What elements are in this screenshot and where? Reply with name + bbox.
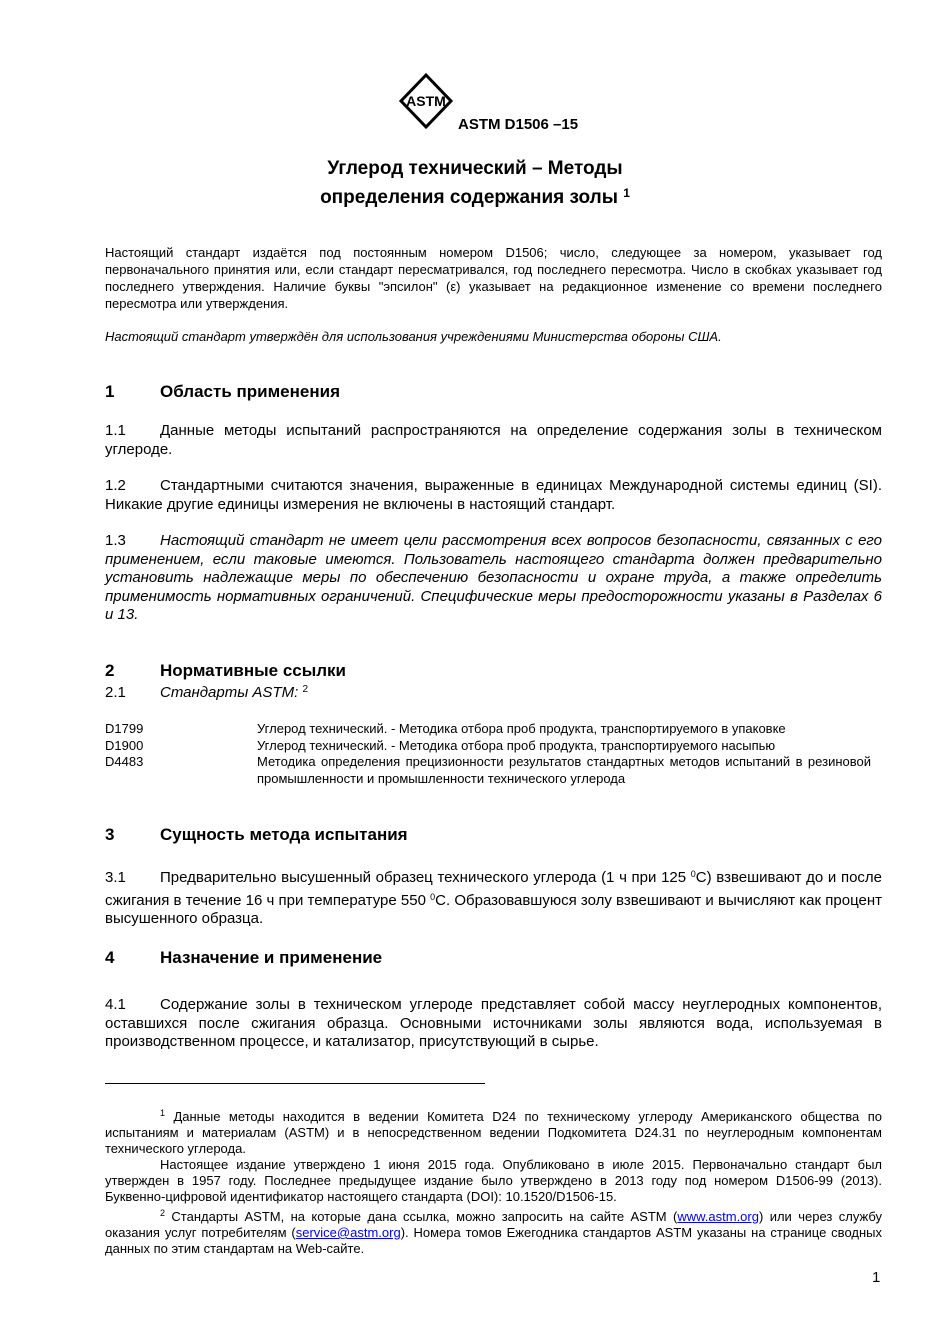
section-3-number: 3 (105, 825, 115, 844)
paragraph-3-1-text-a: Предварительно высушенный образец технического углерода (1 ч при 125 (160, 869, 691, 886)
section-2-title: Нормативные ссылки (160, 661, 347, 680)
paragraph-4-1-number: 4.1 (105, 996, 126, 1013)
footnote-1 (105, 1105, 882, 1157)
reference-list (105, 721, 871, 787)
reference-code: D4483 (105, 754, 144, 769)
paragraph-4-1-text: Содержание золы в техническом углероде представляет собой массу неуглеродных компонентов, оставшихся после сжигания образца. Основными источниками золы являются вода, используемая в производственном процессе, и катализатор, присутствующий в сырье. (105, 996, 882, 1050)
dod-note: Настоящий стандарт утверждён для использования учреждениями Министерства обороны США. (105, 329, 722, 344)
paragraph-1-2-text: Стандартными считаются значения, выраженные в единицах Международной системы единиц (SI). Никакие другие единицы измерения не включены в настоящий стандарт. (105, 477, 882, 513)
reference-description: Методика определения прецизионности результатов стандартных методов испытаний в резиновой промышленности и промышленности технического углерода (257, 754, 871, 786)
footnote-1-text: Данные методы находится в ведении Комитета D24 по техническому углероду Американского общества по испытаниям и материалам (ASTM) и в непосредственном ведении Подкомитета D24.31 по неуглеродным компонентам технического углерода. (105, 1109, 882, 1156)
footnote-2-text-b: ) или через службу оказания услуг потребителям ( (105, 1209, 882, 1240)
section-1-heading (105, 382, 340, 402)
reference-code: D1900 (105, 737, 144, 753)
paragraph-3-1-text-c: С. Образовавшуюся золу взвешивают и вычисляют как процент высушенного образца. (105, 891, 882, 927)
footnote-1-edition (105, 1157, 882, 1205)
astm-logo (398, 72, 454, 130)
reference-item (105, 721, 871, 738)
section-4-title: Назначение и применение (160, 948, 383, 967)
reference-item (105, 738, 871, 755)
paragraph-1-1-text: Данные методы испытаний распространяются на определение содержания золы в техническом углероде. (105, 422, 882, 458)
degree-mark: 0 (430, 891, 436, 902)
footnote-1-edition-text: Настоящее издание утверждено 1 июня 2015 года. Опубликовано в июле 2015. Первоначально стандарт был утвержден в 1957 году. Последнее предыдущее издание было утверждено в 2013 году под номером D1506-99 (2013). Буквенно-цифровой идентификатор настоящего стандарта (DOI): 10.1520/D1506-15. (105, 1157, 882, 1204)
paragraph-3-1 (105, 865, 882, 929)
footnote-1-mark: 1 (160, 1108, 166, 1118)
service-email-link[interactable]: service@astm.org (295, 1225, 401, 1240)
section-4-number: 4 (105, 948, 115, 967)
paragraph-4-1 (105, 996, 882, 1052)
reference-code: D1799 (105, 721, 144, 736)
title-line-2-text: определения содержания золы (320, 187, 618, 208)
footnote-divider (105, 1083, 485, 1084)
section-1-number: 1 (105, 382, 115, 401)
subsection-2-1 (105, 684, 308, 701)
subsection-2-1-title: Стандарты ASTM: (160, 684, 299, 701)
paragraph-1-1 (105, 422, 882, 459)
degree-mark: 0 (690, 869, 696, 879)
section-1-title: Область применения (160, 382, 341, 401)
paragraph-1-3 (105, 532, 882, 625)
document-title (0, 156, 950, 210)
intro-paragraph: Настоящий стандарт издаётся под постоянным номером D1506; число, следующее за номером, указывает год первоначального принятия или, если стандарт пересматривался, год последнего пересмотра. Число в скобках указывает год последнего утверждения. Наличие буквы "эпсилон" (ε) указывает на редакционное изменение со времени последнего пересмотра или утверждения. (105, 245, 882, 311)
section-3-title: Сущность метода испытания (160, 825, 408, 844)
title-line-1: Углерод технический – Методы (327, 158, 623, 179)
footnote-2-text-c: ). Номера томов Ежегодника стандартов ASTM указаны на странице сводных данных по этим стандартам на Web-сайте. (105, 1225, 882, 1256)
paragraph-3-1-number: 3.1 (105, 869, 126, 886)
section-3-heading (105, 825, 408, 845)
title-footnote-mark: 1 (623, 186, 630, 200)
section-2-heading (105, 661, 346, 681)
reference-description: Углерод технический. - Методика отбора проб продукта, транспортируемого в упаковке (257, 721, 786, 736)
title-line-2 (0, 181, 950, 210)
reference-description: Углерод технический. - Методика отбора проб продукта, транспортируемого насыпью (257, 737, 776, 753)
reference-item (105, 754, 871, 787)
footnote-2-mark: 2 (160, 1208, 166, 1218)
subsection-2-1-number: 2.1 (105, 684, 126, 701)
paragraph-1-3-number: 1.3 (105, 532, 126, 549)
astm-website-link[interactable]: www.astm.org (677, 1209, 759, 1224)
footnote-2-text-a: Стандарты ASTM, на которые дана ссылка, можно запросить на сайте ASTM ( (171, 1209, 678, 1224)
footnote-2 (105, 1205, 882, 1257)
paragraph-1-2-number: 1.2 (105, 477, 126, 494)
paragraph-1-2 (105, 477, 882, 514)
paragraph-1-3-text: Настоящий стандарт не имеет цели рассмотрения всех вопросов безопасности, связанных с его применением, если таковые имеются. Пользователь настоящего стандарта должен предварительно установить надлежащие меры по обеспечению безопасности и охране труда, а также определить применимость нормативных ограничений. Специфические меры предосторожности указаны в Разделах 6 и 13. (105, 532, 882, 623)
section-2-number: 2 (105, 661, 115, 680)
document-number: ASTM D1506 –15 (458, 116, 579, 133)
page-number: 1 (872, 1269, 881, 1286)
astm-logo-text: ASTM (406, 93, 446, 109)
section-4-heading (105, 948, 382, 968)
subsection-2-1-footnote-mark: 2 (302, 684, 309, 695)
paragraph-3-1-text-b: С) взвешивают до и после сжигания в течение 16 ч при температуре 550 (105, 869, 883, 909)
paragraph-1-1-number: 1.1 (105, 422, 126, 439)
